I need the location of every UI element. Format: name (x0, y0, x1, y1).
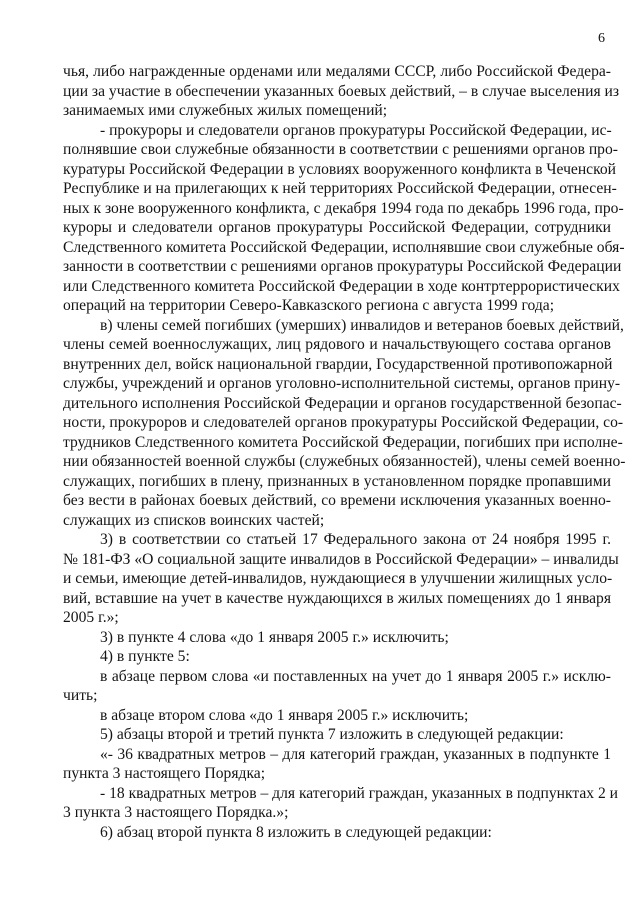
paragraph (63, 121, 625, 316)
text-line: 6) абзац второй пункта 8 изложить в следующей редакции: (100, 823, 492, 841)
text-line: 5) абзацы второй и третий пункта 7 изложить в следующей редакции: (100, 726, 564, 743)
text-line: куратуры Российской Федерации в условиях вооруженного конфликта в Чеченской (63, 160, 617, 178)
text-line: внутренних дел, войск национальной гвардии, Государственной противопожарной (63, 355, 613, 373)
paragraph (63, 725, 611, 745)
text-line: ности, прокуроров и следователей органов прокуратуры Российской Федерации, со- (63, 414, 624, 431)
text-line: № 181-ФЗ «О социальной защите инвалидов в Российской Федерации» – инвалиды (63, 550, 619, 568)
paragraph (63, 62, 620, 121)
text-line: операций на территории Северо-Кавказского региона с августа 1999 года; (63, 297, 555, 314)
paragraph (63, 745, 611, 784)
text-line: занимаемых ими служебных жилых помещений; (63, 102, 388, 119)
text-line: или Следственного комитета Российской Федерации в ходе контртеррористических (63, 277, 620, 295)
text-line: чить; (63, 687, 98, 704)
text-line: Республике и на прилегающих к ней территориях Российской Федерации, отнесен- (63, 180, 617, 197)
page-number: 6 (598, 31, 605, 46)
text-line: - 18 квадратных метров – для категорий граждан, указанных в подпунктах 2 и (100, 784, 619, 802)
text-line: - прокуроры и следователи органов прокуратуры Российской Федерации, ис- (100, 121, 612, 139)
text-line: нии обязанностей военной службы (служебных обязанностей), члены семей военно- (63, 453, 626, 470)
text-line: служащих, погибших в плену, признанных в установленном порядке пропавшими (63, 472, 611, 490)
text-line: 3 пункта 3 настоящего Порядка.»; (63, 804, 289, 821)
text-line: «- 36 квадратных метров – для категорий граждан, указанных в подпункте 1 (100, 745, 611, 763)
text-line: занности в соответствии с решениями органов прокуратуры Российской Федерации (63, 258, 622, 275)
text-line: служащих из списков воинских частей; (63, 511, 325, 529)
text-line: куроры и следователи органов прокуратуры Российской Федерации, сотрудники (63, 219, 611, 236)
text-line: вий, вставшие на учет в качестве нуждающихся в жилых помещениях до 1 января (63, 589, 611, 607)
text-line: члены семей военнослужащих, лиц рядового и начальствующего состава органов (63, 336, 611, 353)
text-line: трудников Следственного комитета Российской Федерации, погибших при исполне- (63, 433, 623, 451)
text-line: Следственного комитета Российской Федерации, исполнявшие свои служебные обя- (63, 238, 625, 256)
paragraph (63, 628, 611, 648)
text-line: 3) в соответствии со статьей 17 Федерального закона от 24 ноября 1995 г. (100, 531, 611, 548)
text-line: 2005 г.»; (63, 609, 119, 626)
text-line: в) члены семей погибших (умерших) инвалидов и ветеранов боевых действий, (100, 316, 624, 334)
text-line: в абзаце втором слова «до 1 января 2005 г.» исключить; (100, 706, 469, 724)
paragraph (63, 706, 611, 726)
text-line: чья, либо награжденные орденами или медалями СССР, либо Российской Федера- (63, 63, 611, 80)
text-line: 4) в пункте 5: (100, 648, 190, 665)
text-line: в абзаце первом слова «и поставленных на учет до 1 января 2005 г.» исклю- (100, 667, 611, 685)
text-line: 3) в пункте 4 слова «до 1 января 2005 г.» исключить; (100, 628, 449, 646)
text-line: дительного исполнения Российской Федерации и органов государственной безопас- (63, 394, 622, 412)
paragraph (63, 647, 611, 667)
text-line: без вести в районах боевых действий, со времени исключения указанных военно- (63, 492, 611, 509)
paragraph (63, 316, 626, 531)
text-line: службы, учреждений и органов уголовно-исполнительной системы, органов прину- (63, 375, 621, 392)
paragraph (63, 823, 611, 843)
paragraph (63, 667, 611, 706)
document-body (63, 62, 626, 842)
text-line: полнявшие свои служебные обязанности в соответствии с решениями органов про- (63, 141, 618, 158)
paragraph (63, 784, 619, 823)
text-line: пункта 3 настоящего Порядка; (63, 765, 266, 782)
text-line: и семьи, имеющие детей-инвалидов, нуждающиеся в улучшении жилищных усло- (63, 570, 613, 587)
paragraph (63, 530, 619, 628)
text-line: ции за участие в обеспечении указанных боевых действий, – в случае выселения из (63, 82, 620, 100)
text-line: ных к зоне вооруженного конфликта, с декабря 1994 года по декабрь 1996 года, про- (63, 199, 624, 217)
